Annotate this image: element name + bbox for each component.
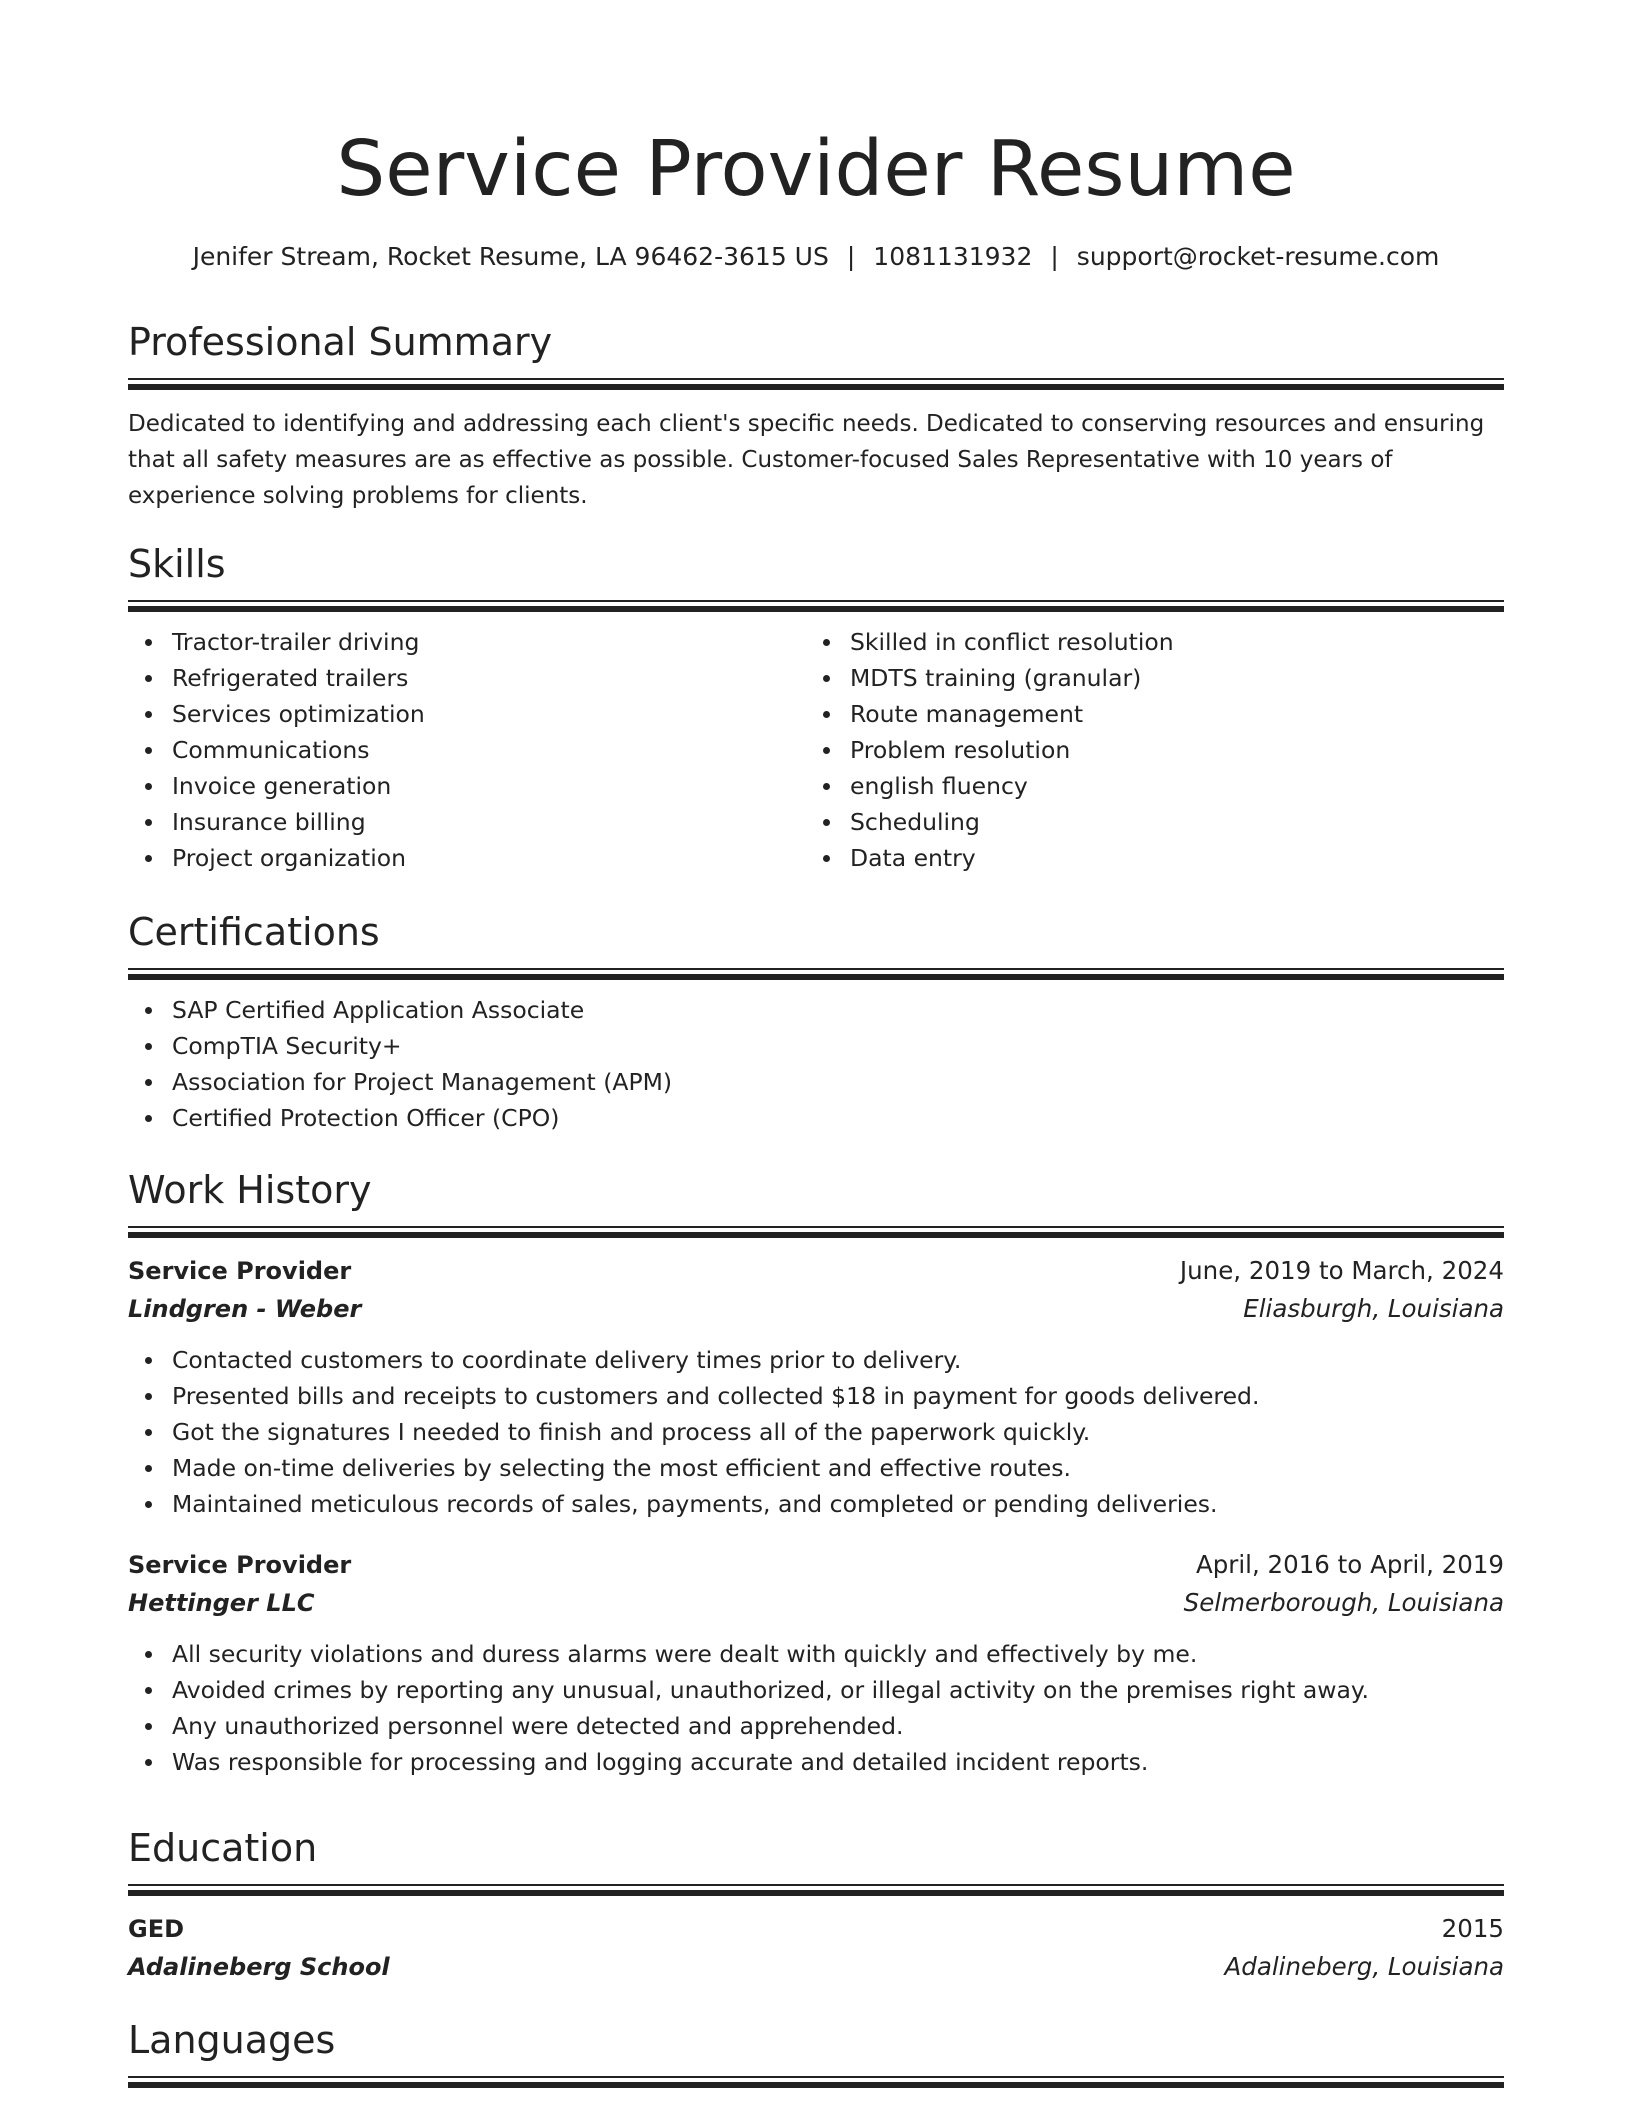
languages-section — [128, 2016, 1504, 2088]
job-header — [128, 1546, 1504, 1584]
job-title: Service Provider — [128, 1257, 352, 1285]
list-item: Made on-time deliveries by selecting the most efficient and effective routes. — [172, 1450, 1504, 1486]
section-title-certifications: Certifications — [128, 910, 380, 954]
section-title-education: Education — [128, 1826, 318, 1870]
education-school: Adalineberg School — [128, 1953, 390, 1981]
list-item: Certified Protection Officer (CPO) — [172, 1100, 1504, 1136]
contact-separator: | — [846, 242, 856, 271]
contact-separator: | — [1050, 242, 1059, 271]
job-entry — [128, 1252, 1504, 1522]
section-divider — [128, 1226, 1504, 1238]
section-divider — [128, 968, 1504, 980]
education-subheader — [128, 1948, 1504, 1986]
job-title: Service Provider — [128, 1551, 352, 1579]
list-item: Avoided crimes by reporting any unusual, unauthorized, or illegal activity on the premises right away. — [172, 1672, 1504, 1708]
section-title-work-history: Work History — [128, 1168, 372, 1212]
job-bullets — [128, 1342, 1504, 1522]
job-entry — [128, 1546, 1504, 1780]
list-item: SAP Certified Application Associate — [172, 992, 1504, 1028]
job-dates: April, 2016 to April, 2019 — [1195, 1550, 1504, 1579]
resume-title: Service Provider Resume — [336, 125, 1296, 214]
list-item: Maintained meticulous records of sales, payments, and completed or pending deliveries. — [172, 1486, 1504, 1522]
list-item: Presented bills and receipts to customers and collected $18 in payment for goods delivered. — [172, 1378, 1504, 1414]
contact-email[interactable]: support@rocket-resume.com — [1076, 242, 1440, 271]
contact-address: Jenifer Stream, Rocket Resume, LA 96462-3615 US — [192, 242, 829, 271]
section-divider — [128, 600, 1504, 612]
job-subheader — [128, 1584, 1504, 1622]
contact-phone: 1081131932 — [873, 242, 1033, 271]
job-subheader — [128, 1290, 1504, 1328]
list-item: Refrigerated trailers — [172, 660, 806, 696]
skills-list-right — [806, 624, 1484, 876]
list-item: Problem resolution — [850, 732, 1484, 768]
job-header — [128, 1252, 1504, 1290]
certifications-section — [128, 908, 1504, 1136]
list-item: Got the signatures I needed to finish and process all of the paperwork quickly. — [172, 1414, 1504, 1450]
job-company: Lindgren - Weber — [128, 1295, 362, 1323]
list-item: CompTIA Security+ — [172, 1028, 1504, 1064]
section-title-skills: Skills — [128, 542, 226, 586]
list-item: MDTS training (granular) — [850, 660, 1484, 696]
job-dates: June, 2019 to March, 2024 — [1179, 1256, 1504, 1285]
job-bullets — [128, 1636, 1504, 1780]
list-item: Tractor-trailer driving — [172, 624, 806, 660]
certifications-list — [128, 992, 1504, 1136]
list-item: Scheduling — [850, 804, 1484, 840]
list-item: All security violations and duress alarms were dealt with quickly and effectively by me. — [172, 1636, 1504, 1672]
education-location: Adalineberg, Louisiana — [1224, 1952, 1504, 1981]
job-company: Hettinger LLC — [128, 1589, 315, 1617]
list-item: Data entry — [850, 840, 1484, 876]
skills-column-right — [806, 624, 1484, 876]
section-divider — [128, 1884, 1504, 1896]
list-item: Insurance billing — [172, 804, 806, 840]
summary-section — [128, 318, 1504, 514]
list-item: Association for Project Management (APM) — [172, 1064, 1504, 1100]
list-item: Was responsible for processing and logging accurate and detailed incident reports. — [172, 1744, 1504, 1780]
job-location: Eliasburgh, Louisiana — [1243, 1294, 1504, 1323]
list-item: english fluency — [850, 768, 1484, 804]
skills-grid — [128, 624, 1504, 876]
skills-list-left — [128, 624, 806, 876]
job-location: Selmerborough, Louisiana — [1183, 1588, 1504, 1617]
list-item: Services optimization — [172, 696, 806, 732]
education-section — [128, 1824, 1504, 1986]
section-title-summary: Professional Summary — [128, 320, 553, 364]
resume-page — [128, 0, 1504, 2062]
summary-text: Dedicated to identifying and addressing each client's specific needs. Dedicated to conserving resources and ensuring that all safety measures are as effective as possible. Customer-focused Sales Representative with 10 years of experience solving problems for clients. — [128, 411, 1485, 509]
list-item: Skilled in conflict resolution — [850, 624, 1484, 660]
skills-column-left — [128, 624, 806, 876]
list-item: Invoice generation — [172, 768, 806, 804]
work-history-section — [128, 1166, 1504, 1780]
section-divider — [128, 2076, 1504, 2088]
list-item: Route management — [850, 696, 1484, 732]
list-item: Project organization — [172, 840, 806, 876]
skills-section — [128, 540, 1504, 876]
education-year: 2015 — [1441, 1914, 1504, 1943]
education-header — [128, 1910, 1504, 1948]
list-item: Communications — [172, 732, 806, 768]
section-divider — [128, 378, 1504, 390]
list-item: Any unauthorized personnel were detected and apprehended. — [172, 1708, 1504, 1744]
contact-line — [128, 240, 1504, 274]
section-title-languages: Languages — [128, 2018, 336, 2062]
education-degree: GED — [128, 1915, 185, 1943]
list-item: Contacted customers to coordinate delivery times prior to delivery. — [172, 1342, 1504, 1378]
